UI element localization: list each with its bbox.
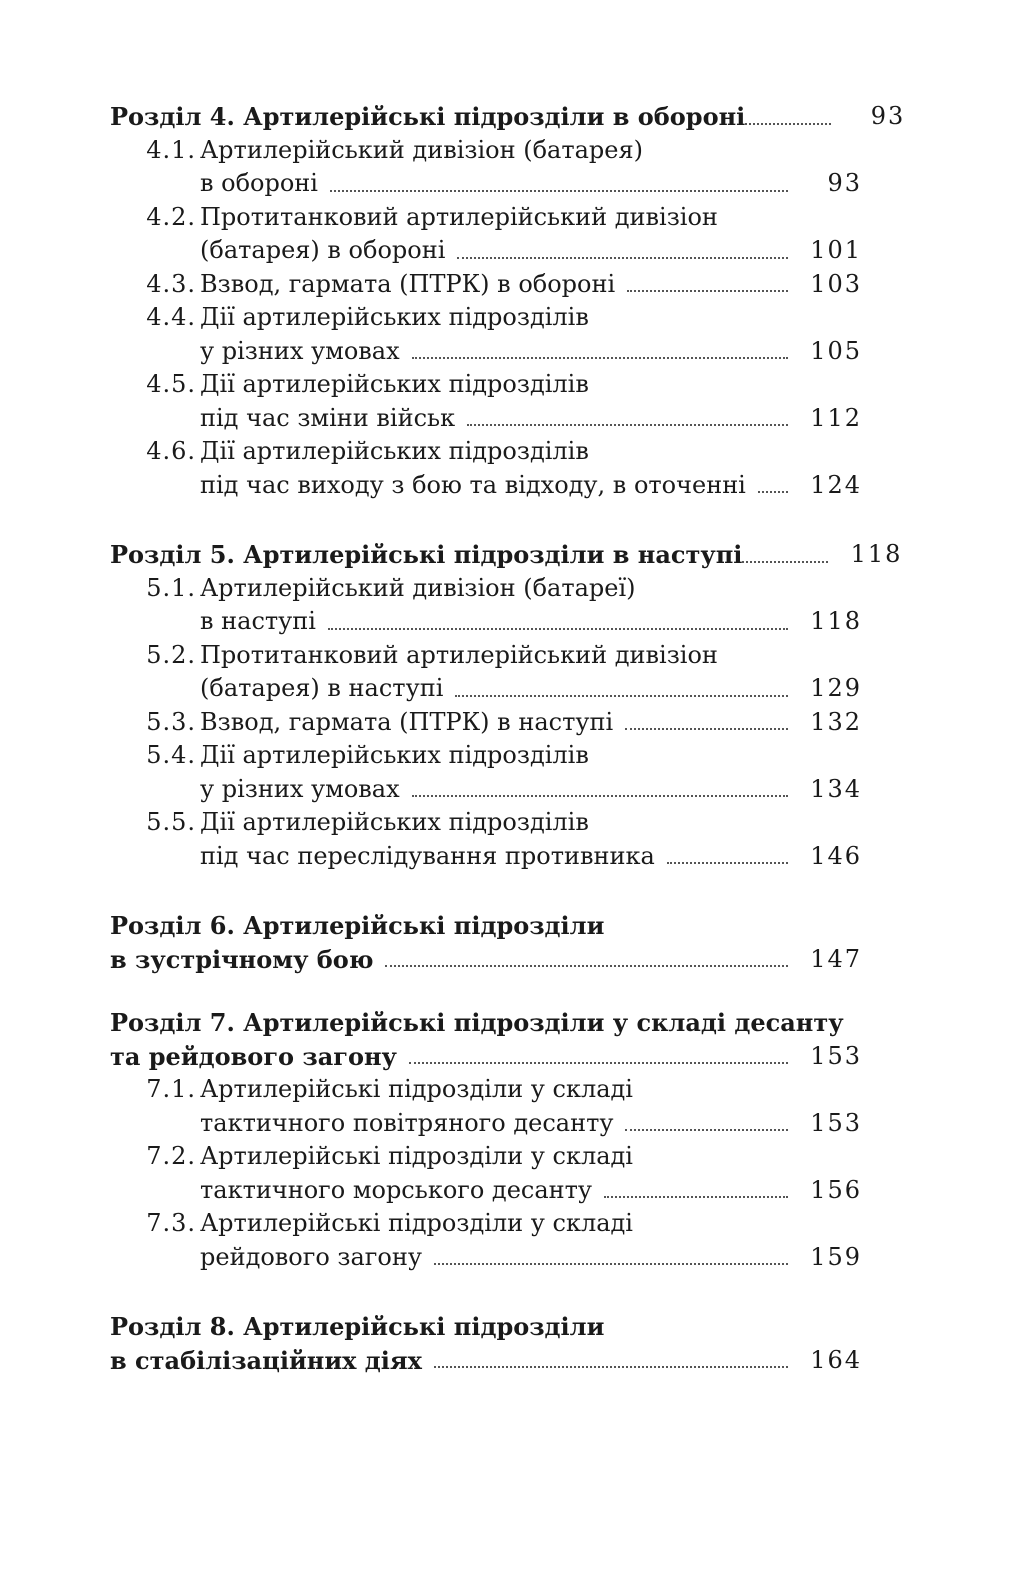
toc-heading [110, 1310, 862, 1377]
dot-leader [625, 1129, 788, 1131]
dot-leader [604, 1196, 788, 1198]
entry-number: 4.6. [146, 437, 196, 465]
heading-title: Розділ 4. Артилерійські підрозділи в обороні [110, 102, 746, 131]
toc-entry-5-3 [110, 706, 862, 740]
entry-number: 5.4. [146, 741, 196, 769]
toc-entry-4-3 [110, 268, 862, 302]
entry-title-line2: в обороні [200, 169, 318, 197]
dot-leader [409, 1062, 788, 1064]
dot-leader [412, 357, 788, 359]
toc-entry-5-1 [110, 572, 862, 639]
heading-title-line1: Розділ 8. Артилерійські підрозділи [110, 1312, 605, 1341]
toc-entry-4-2 [110, 201, 862, 268]
dot-leader [455, 695, 788, 697]
entry-title-line1: Артилерійський дивізіон (батареї) [200, 573, 636, 602]
page-number: 159 [810, 1242, 862, 1271]
entry-number: 4.3. [146, 269, 196, 298]
page-number: 132 [810, 707, 862, 736]
dot-leader [758, 491, 788, 493]
entry-number: 7.1. [146, 1075, 196, 1103]
toc-entry-7-2 [110, 1140, 862, 1207]
entry-title-line2: (батарея) в обороні [200, 236, 446, 264]
page-number: 101 [810, 236, 862, 264]
entry-number: 4.2. [146, 202, 196, 231]
entry-title-line1: Взвод, гармата (ПТРК) в обороні [200, 269, 616, 298]
entry-title-line1: Протитанковий артилерійський дивізіон [200, 202, 718, 231]
heading-title-line1: Розділ 6. Артилерійські підрозділи [110, 911, 605, 940]
page-number: 103 [810, 269, 862, 298]
entry-title-line1: Артилерійський дивізіон (батарея) [200, 135, 644, 164]
toc-entry-4-1 [110, 134, 862, 201]
entry-title-line1: Артилерійські підрозділи у складі [200, 1209, 633, 1237]
entry-number: 4.4. [146, 303, 196, 331]
entry-title-line1: Дії артилерійських підрозділів [200, 370, 589, 398]
dot-leader [434, 1366, 788, 1368]
entry-title-line1: Протитанковий артилерійський дивізіон [200, 640, 718, 669]
heading-title-line1: Розділ 7. Артилерійські підрозділи у складі десанту [110, 1008, 844, 1037]
entry-title-line1: Дії артилерійських підрозділів [200, 741, 589, 769]
entry-title-line2: під час переслідування противника [200, 841, 655, 870]
page-number: 156 [810, 1175, 862, 1204]
toc-heading [110, 100, 906, 134]
toc-entry-4-5 [110, 368, 862, 435]
entry-title-line2: (батарея) в наступі [200, 674, 444, 702]
dot-leader [745, 123, 831, 125]
entry-title-line2: рейдового загону [200, 1242, 422, 1271]
entry-title-line1: Дії артилерійських підрозділів [200, 303, 589, 331]
entry-title-line2: у різних умовах [200, 774, 400, 803]
page-number: 118 [810, 607, 862, 635]
toc-entry-7-1 [110, 1073, 862, 1140]
toc-section-5 [110, 538, 903, 873]
dot-leader [328, 628, 788, 630]
page-number: 93 [827, 169, 862, 197]
dot-leader [467, 424, 788, 426]
entry-title-line2: під час зміни військ [200, 403, 456, 432]
toc-section-7 [110, 1006, 862, 1274]
toc-heading [110, 1006, 862, 1073]
toc-section-8 [110, 1310, 862, 1377]
page-number: 147 [810, 944, 862, 973]
entry-number: 5.2. [146, 640, 196, 669]
page-number: 164 [810, 1345, 862, 1374]
entry-title-line1: Взвод, гармата (ПТРК) в наступі [200, 707, 614, 736]
page-number: 129 [810, 674, 862, 702]
entry-number: 7.2. [146, 1142, 196, 1170]
toc-entry-5-2 [110, 639, 862, 706]
entry-title-line1: Артилерійські підрозділи у складі [200, 1142, 633, 1170]
toc-entry-4-6 [110, 435, 862, 502]
page-number: 118 [850, 540, 903, 568]
dot-leader [627, 290, 788, 292]
entry-title-line1: Дії артилерійських підрозділів [200, 808, 589, 836]
dot-leader [330, 190, 788, 192]
dot-leader [385, 965, 788, 967]
entry-number: 7.3. [146, 1209, 196, 1237]
entry-title-line2: тактичного морського десанту [200, 1175, 593, 1204]
dot-leader [625, 728, 788, 730]
toc-entry-5-5 [110, 806, 862, 873]
page-number: 105 [810, 336, 862, 365]
entry-number: 4.5. [146, 370, 196, 398]
entry-title-line2: тактичного повітряного десанту [200, 1108, 614, 1137]
entry-number: 5.1. [146, 573, 196, 602]
page-number: 134 [810, 774, 862, 803]
dot-leader [412, 795, 788, 797]
entry-title-line1: Артилерійські підрозділи у складі [200, 1075, 633, 1103]
toc-entry-4-4 [110, 301, 862, 368]
page-number: 153 [810, 1108, 862, 1137]
table-of-contents [110, 100, 906, 1413]
entry-title-line1: Дії артилерійських підрозділів [200, 437, 589, 465]
entry-title-line2: в наступі [200, 607, 316, 635]
toc-entry-7-3 [110, 1207, 862, 1274]
toc-heading [110, 909, 862, 976]
toc-section-4 [110, 100, 906, 502]
page-number: 146 [810, 841, 862, 870]
entry-number: 4.1. [146, 135, 196, 164]
toc-entry-5-4 [110, 739, 862, 806]
page-number: 93 [870, 102, 906, 130]
entry-title-line2: у різних умовах [200, 336, 400, 365]
heading-title-line2: та рейдового загону [110, 1041, 397, 1071]
entry-number: 5.5. [146, 808, 196, 836]
toc-heading [110, 538, 903, 572]
heading-title-line2: в зустрічному бою [110, 944, 374, 974]
page-number: 112 [810, 403, 862, 432]
dot-leader [742, 561, 828, 563]
dot-leader [667, 862, 788, 864]
entry-title-line2: під час виходу з бою та відходу, в оточенні [200, 470, 746, 499]
dot-leader [434, 1263, 788, 1265]
heading-title: Розділ 5. Артилерійські підрозділи в наступі [110, 540, 743, 569]
toc-section-6 [110, 909, 862, 976]
page-number: 153 [810, 1041, 862, 1070]
page-number: 124 [810, 470, 862, 499]
entry-number: 5.3. [146, 707, 196, 736]
heading-title-line2: в стабілізаційних діях [110, 1345, 422, 1375]
dot-leader [457, 257, 788, 259]
